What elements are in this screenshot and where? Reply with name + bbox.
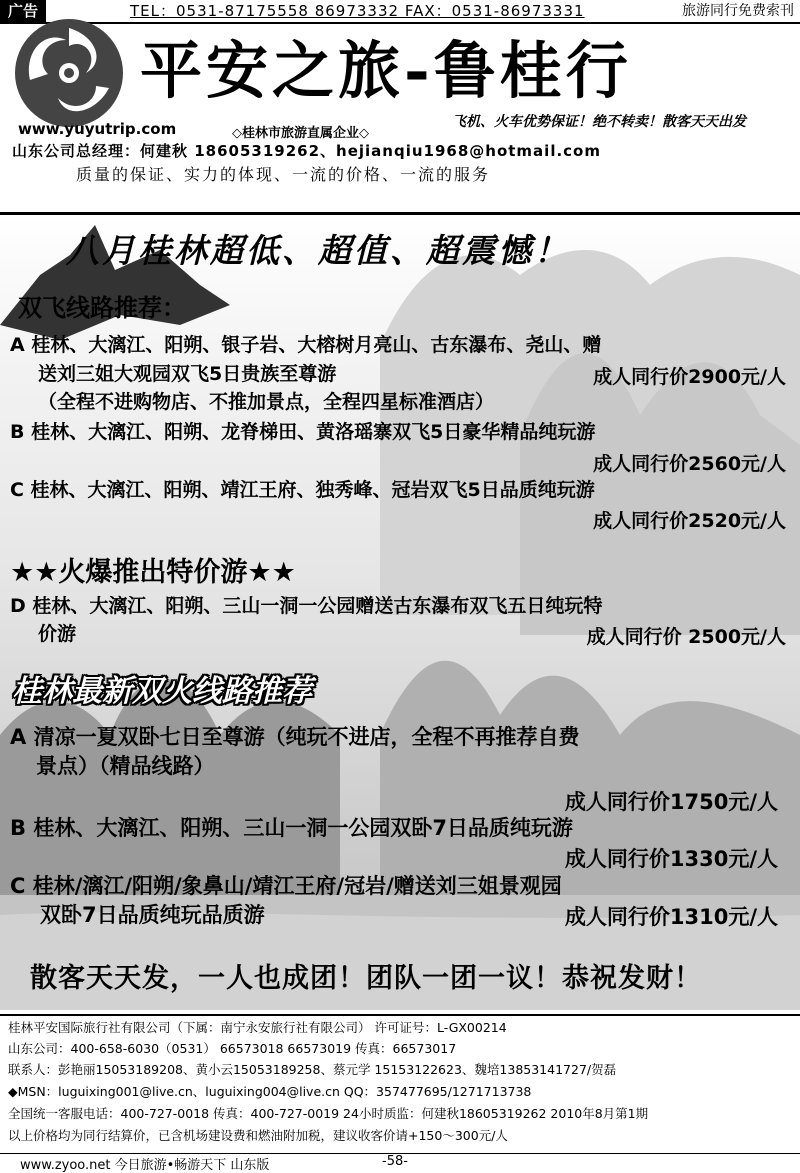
quality-slogan: 质量的保证、实力的体现、一流的价格、一流的服务 xyxy=(76,165,491,184)
free-index-label: 旅游同行免费索刊 xyxy=(682,3,794,19)
train-route-b-line1: B 桂林、大漓江、阳朔、三山一洞一公园双卧7日品质纯玩游 xyxy=(10,816,573,840)
route-d-price: 成人同行价 2500元/人 xyxy=(586,626,786,648)
affiliation-text: ◇桂林市旅游直属企业◇ xyxy=(232,126,369,141)
closing-tagline: 散客天天发，一人也成团！团队一团一议！恭祝发财！ xyxy=(30,963,702,994)
section1-title: 双飞线路推荐： xyxy=(18,294,186,322)
train-route-c-line2: 双卧7日品质纯玩品质游 xyxy=(40,903,265,927)
train-route-c-price: 成人同行价1310元/人 xyxy=(564,905,778,929)
train-route-a-line1: A 清凉一夏双卧七日至尊游（纯玩不进店，全程不再推荐自费 xyxy=(10,725,580,749)
page-number: -58- xyxy=(382,1154,408,1169)
bottom-site-label: www.zyoo.net 今日旅游•畅游天下 山东版 xyxy=(20,1158,270,1173)
manager-contact: 山东公司总经理：何建秋 18605319262、hejianqiu1968@hotmail.com xyxy=(12,142,601,160)
hot-deal-title: ★★火爆推出特价游★★ xyxy=(10,557,296,588)
footer-msn-qq: ◆MSN：luguixing001@live.cn、luguixing004@live.cn QQ：357477695/1271713738 xyxy=(8,1084,532,1099)
company-logo-icon xyxy=(14,18,124,128)
footer-hotline: 全国统一客服电话：400-727-0018 传真：400-727-0019 24小时质监：何建秋18605319262 2010年8月第1期 xyxy=(8,1106,649,1121)
train-route-c-line1: C 桂林/漓江/阳朔/象鼻山/靖江王府/冠岩/赠送刘三姐景观园 xyxy=(10,874,562,898)
footer-contacts: 联系人：彭艳丽15053189208、黄小云15053189258、蔡元学 15153122623、魏培13853141727/贺磊 xyxy=(8,1062,617,1077)
train-route-a-line2: 景点）（精品线路） xyxy=(36,754,215,778)
route-b-price: 成人同行价2560元/人 xyxy=(593,453,786,475)
section2-title: 桂林最新双火线路推荐 xyxy=(12,674,312,709)
promo-slogan: 八月桂林超低、超值、超震憾！ xyxy=(66,231,570,270)
route-a-price: 成人同行价2900元/人 xyxy=(593,366,786,388)
guarantee-text: 飞机、火车优势保证！绝不转卖！散客天天出发 xyxy=(452,114,746,130)
route-a-line1: A 桂林、大漓江、阳朔、银子岩、大榕树月亮山、古东瀑布、尧山、赠 xyxy=(10,334,602,356)
ad-label: 广告 xyxy=(0,0,46,22)
contact-line: TEL：0531-87175558 86973332 FAX：0531-86973331 xyxy=(130,2,585,20)
website-link[interactable]: www.yuyutrip.com xyxy=(18,120,177,138)
footer-company: 桂林平安国际旅行社有限公司（下属：南宁永安旅行社有限公司） 许可证号：L-GX00214 xyxy=(8,1020,507,1035)
route-d-line1: D 桂林、大漓江、阳朔、三山一洞一公园赠送古东瀑布双飞五日纯玩特 xyxy=(10,595,603,617)
train-route-a-price: 成人同行价1750元/人 xyxy=(564,790,778,814)
route-d-line2: 价游 xyxy=(38,623,77,645)
route-a-line2: 送刘三姐大观园双飞5日贵族至尊游 xyxy=(38,363,337,385)
footer-phone: 山东公司：400-658-6030（0531） 66573018 66573019 传真：66573017 xyxy=(8,1041,457,1056)
route-a-note: （全程不进购物店、不推加景点，全程四星标准酒店） xyxy=(38,391,495,413)
route-c-price: 成人同行价2520元/人 xyxy=(593,510,786,532)
footer-price-note: 以上价格均为同行结算价，已含机场建设费和燃油附加税，建议收客价请+150～300元/人 xyxy=(8,1128,508,1143)
page-title: 平安之旅-鲁桂行 xyxy=(140,34,632,107)
train-route-b-price: 成人同行价1330元/人 xyxy=(564,847,778,871)
route-b-line1: B 桂林、大漓江、阳朔、龙脊梯田、黄洛瑶寨双飞5日豪华精品纯玩游 xyxy=(10,421,596,443)
route-c-line1: C 桂林、大漓江、阳朔、靖江王府、独秀峰、冠岩双飞5日品质纯玩游 xyxy=(10,479,595,501)
